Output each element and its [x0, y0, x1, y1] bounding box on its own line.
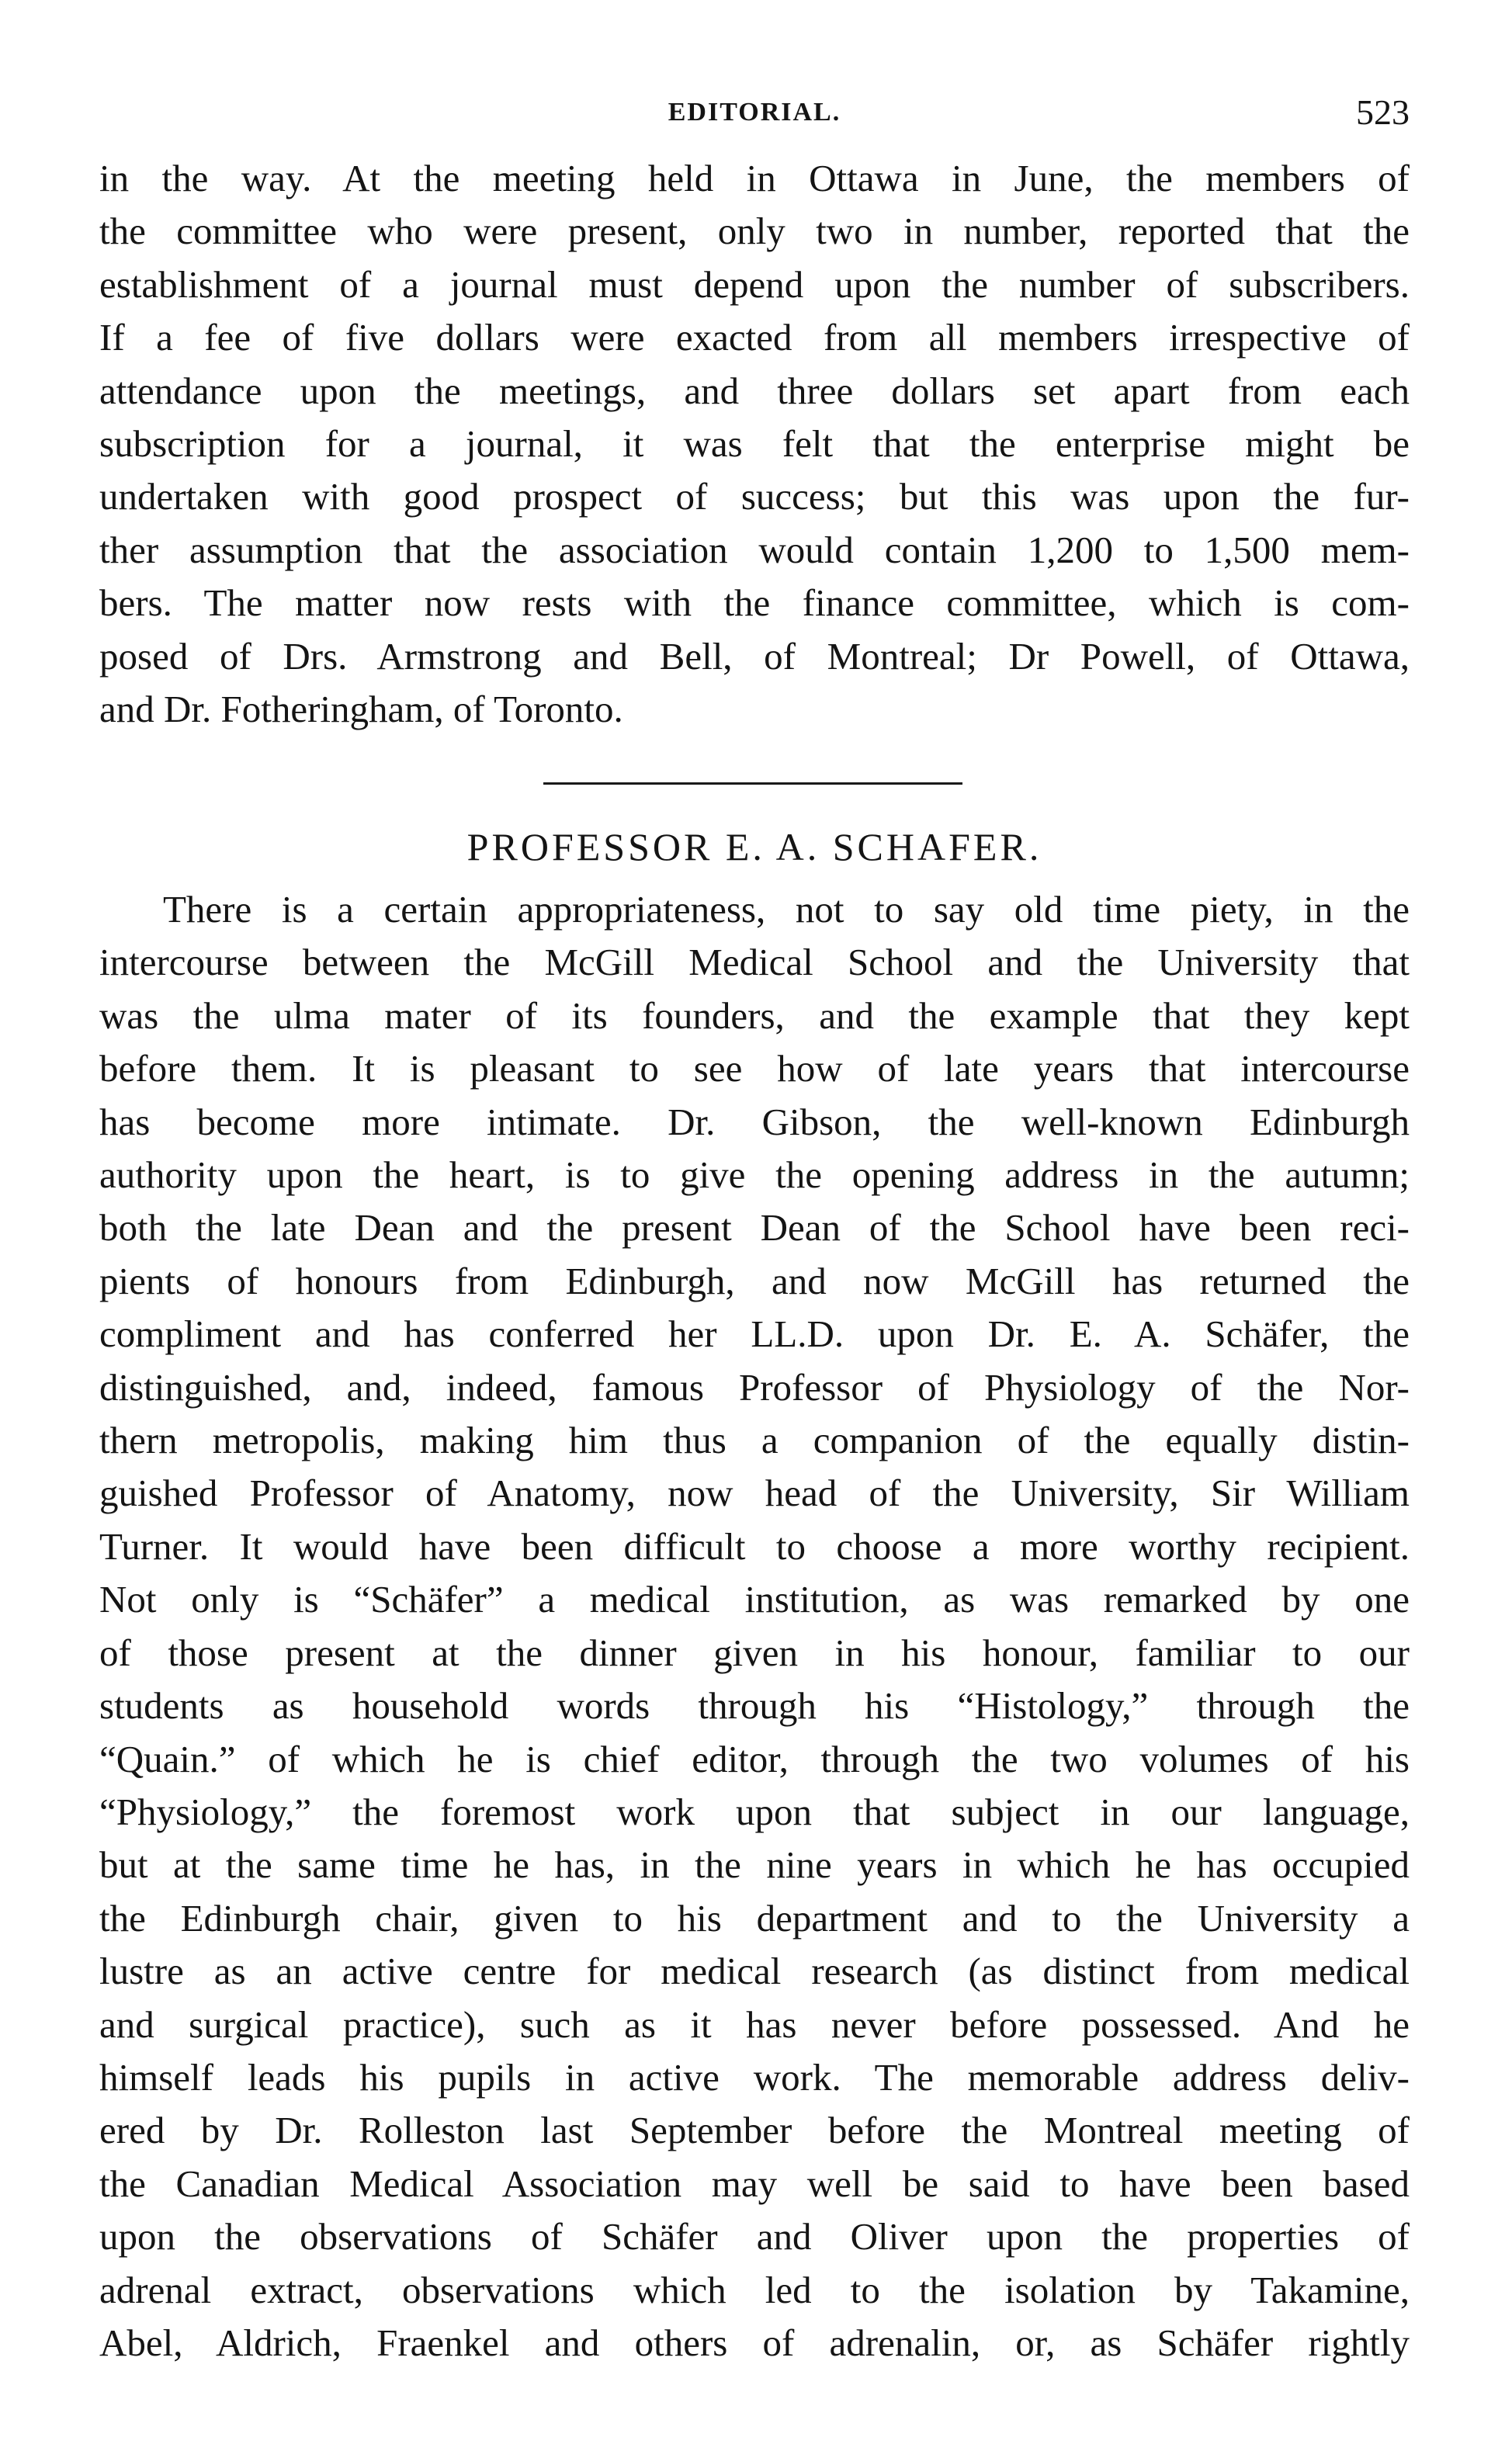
text-line: subscription for a journal, it was felt that the enterprise might be	[99, 422, 1410, 466]
text-line: students as household words through his “Histology,” through the	[99, 1684, 1410, 1728]
text-line: If a fee of five dollars were exacted from all members irrespective of	[99, 316, 1410, 359]
text-line: and Dr. Fotheringham, of Toronto.	[99, 688, 623, 731]
page-number: 523	[1356, 92, 1410, 132]
text-line: before them. It is pleasant to see how of late years that intercourse	[99, 1047, 1410, 1090]
section-heading: PROFESSOR E. A. SCHAFER.	[466, 825, 1042, 868]
text-line: ther assumption that the association would contain 1,200 to 1,500 mem-	[99, 528, 1410, 571]
text-line: intercourse between the McGill Medical School and the University that	[99, 941, 1410, 984]
section-divider	[543, 782, 962, 785]
text-line: “Physiology,” the foremost work upon that subject in our language,	[99, 1790, 1410, 1833]
text-line: himself leads his pupils in active work. The memorable address deliv-	[99, 2055, 1410, 2099]
text-line: thern metropolis, making him thus a companion of the equally distin-	[99, 1419, 1410, 1462]
text-line: ered by Dr. Rolleston last September before the Montreal meeting of	[99, 2109, 1410, 2152]
text-line: and surgical practice), such as it has never before possessed. And he	[99, 2002, 1410, 2046]
text-line: Abel, Aldrich, Fraenkel and others of adrenalin, or, as Schäfer rightly	[99, 2321, 1410, 2364]
text-line: authority upon the heart, is to give the opening address in the autumn;	[99, 1153, 1410, 1197]
text-line: There is a certain appropriateness, not to say old time piety, in the	[163, 888, 1410, 931]
running-title: EDITORIAL.	[668, 98, 841, 127]
text-line: distinguished, and, indeed, famous Professor of Physiology of the Nor-	[99, 1365, 1410, 1409]
text-line: “Quain.” of which he is chief editor, through the two volumes of his	[99, 1737, 1410, 1780]
paragraph	[99, 883, 1410, 2370]
text-line: the Edinburgh chair, given to his department and to the University a	[99, 1896, 1410, 1940]
text-line: the committee who were present, only two in number, reported that the	[99, 210, 1410, 253]
text-line: was the ulma mater of its founders, and the example that they kept	[99, 993, 1410, 1037]
text-line: undertaken with good prospect of success; but this was upon the fur-	[99, 475, 1410, 518]
text-line: posed of Drs. Armstrong and Bell, of Montreal; Dr Powell, of Ottawa,	[99, 634, 1410, 678]
text-line: Not only is “Schäfer” a medical institution, as was remarked by one	[99, 1578, 1410, 1621]
text-line: guished Professor of Anatomy, now head of the University, Sir William	[99, 1472, 1410, 1515]
text-line: the Canadian Medical Association may well be said to have been based	[99, 2162, 1410, 2205]
text-line: upon the observations of Schäfer and Oliver upon the properties of	[99, 2215, 1410, 2259]
text-line: compliment and has conferred her LL.D. upon Dr. E. A. Schäfer, the	[99, 1312, 1410, 1356]
text-line: but at the same time he has, in the nine years in which he has occupied	[99, 1843, 1410, 1887]
text-line: adrenal extract, observations which led to the isolation by Takamine,	[99, 2268, 1410, 2311]
text-line: Turner. It would have been difficult to choose a more worthy recipient.	[99, 1524, 1410, 1568]
text-line: in the way. At the meeting held in Ottawa in June, the members of	[99, 157, 1410, 199]
text-line: lustre as an active centre for medical research (as distinct from medical	[99, 1950, 1410, 1993]
paragraph	[99, 152, 1410, 736]
text-line: both the late Dean and the present Dean of the School have been reci-	[99, 1206, 1410, 1250]
running-head	[99, 92, 1410, 138]
section-one-text	[99, 152, 1410, 736]
text-line: pients of honours from Edinburgh, and now McGill has returned the	[99, 1259, 1410, 1302]
text-line: attendance upon the meetings, and three dollars set apart from each	[99, 369, 1410, 412]
text-line: has become more intimate. Dr. Gibson, the well-known Edinburgh	[99, 1100, 1410, 1143]
text-line: bers. The matter now rests with the finance committee, which is com-	[99, 581, 1410, 625]
text-line: of those present at the dinner given in his honour, familiar to our	[99, 1631, 1410, 1674]
section-two-text	[99, 883, 1410, 2370]
text-line: establishment of a journal must depend upon the number of subscribers.	[99, 262, 1410, 306]
